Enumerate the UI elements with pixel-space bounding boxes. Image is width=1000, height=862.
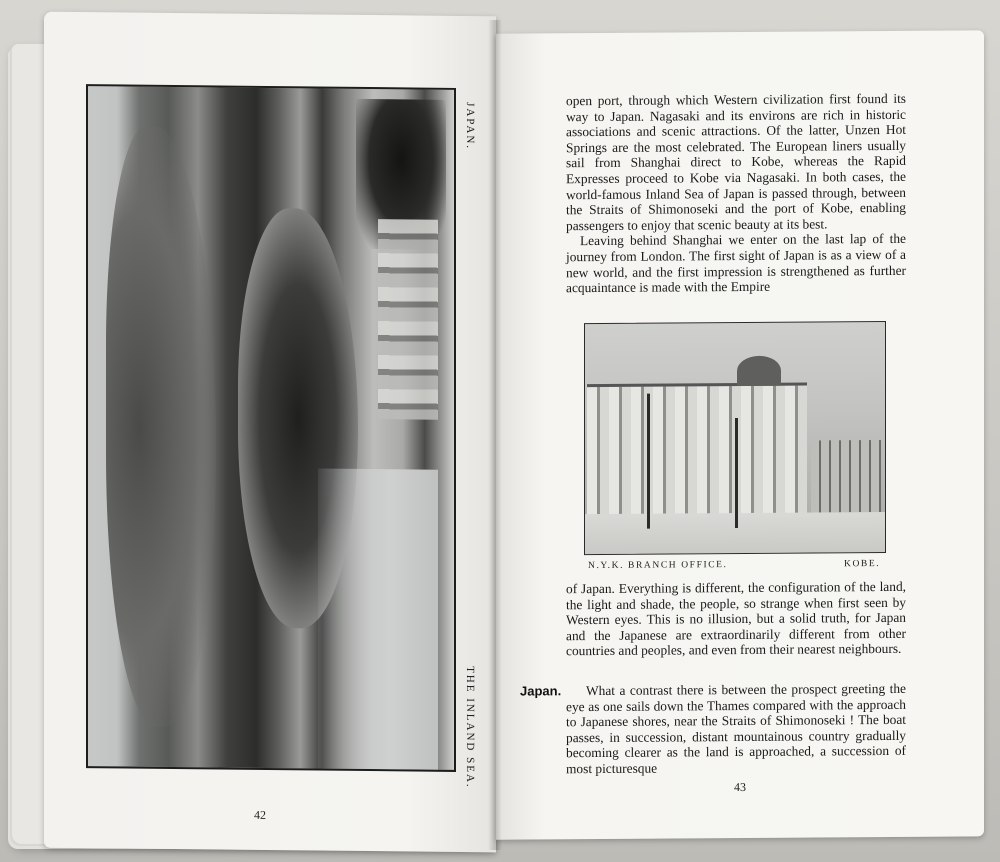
inland-sea-photo: [86, 84, 456, 772]
photo-telegraph-pole: [735, 418, 738, 528]
photo-building-secondary: [811, 440, 881, 512]
photo-houses: [378, 219, 438, 420]
paragraph-1: open port, through which Western civilization first found its way to Japan. Nagasaki and its environs are rich in historic associations and scenic attractions. Of the latter, Unzen Hot Springs are the most celebrated. The European liners usually sail from Shanghai direct to Kobe, whereas the Rapid Expresses proceed to Kobe via Nagasaki. In both cases, the world-famous Inland Sea of Japan is passed through, between the Straits of Shimonoseki and the port of Kobe, enabling passengers to enjoy that scenic beauty at its best.: [566, 90, 906, 233]
photo-water: [318, 469, 438, 770]
body-text-top: [566, 91, 906, 296]
paragraph-3: of Japan. Everything is different, the configuration of the land, the light and shade, the people, so strange when first seen by Western eyes. This is no illusion, but a solid truth, for Japan and the Japanese are extraordinarily different from other countries and peoples, and even from their nearest neighbours.: [566, 578, 906, 659]
page-number-left: 42: [254, 807, 266, 822]
photo-caption-office: N.Y.K. BRANCH OFFICE.: [588, 560, 728, 572]
plate-caption-inland-sea: THE INLAND SEA.: [464, 666, 476, 789]
body-text-middle: [566, 579, 906, 659]
book-gutter: [488, 20, 502, 850]
photo-mountains: [106, 126, 216, 727]
paragraph-2: Leaving behind Shanghai we enter on the last lap of the journey from London. The first sight of Japan is as a view of a new world, and the first impression is strengthened as further acquaintance is made with the Empire: [566, 231, 906, 296]
photo-building: [587, 383, 807, 518]
right-page: [496, 30, 984, 839]
margin-heading-japan: Japan.: [520, 683, 562, 699]
photo-telegraph-pole: [647, 394, 650, 529]
plate-caption-japan: JAPAN.: [464, 102, 476, 151]
photo-caption-city: KOBE.: [844, 559, 881, 570]
page-number-right: 43: [734, 779, 746, 795]
paragraph-4: What a contrast there is between the prospect greeting the eye as one sails down the Thames compared with the approach to Japanese shores, near the Straits of Shimonoseki ! The boat passes, in succession, distant mountainous country gradually becoming clearer as the land is approached, a succession of most picturesque: [566, 680, 906, 777]
left-page: [44, 12, 496, 853]
body-text-bottom: [566, 681, 906, 777]
kobe-branch-office-photo: [584, 321, 886, 555]
